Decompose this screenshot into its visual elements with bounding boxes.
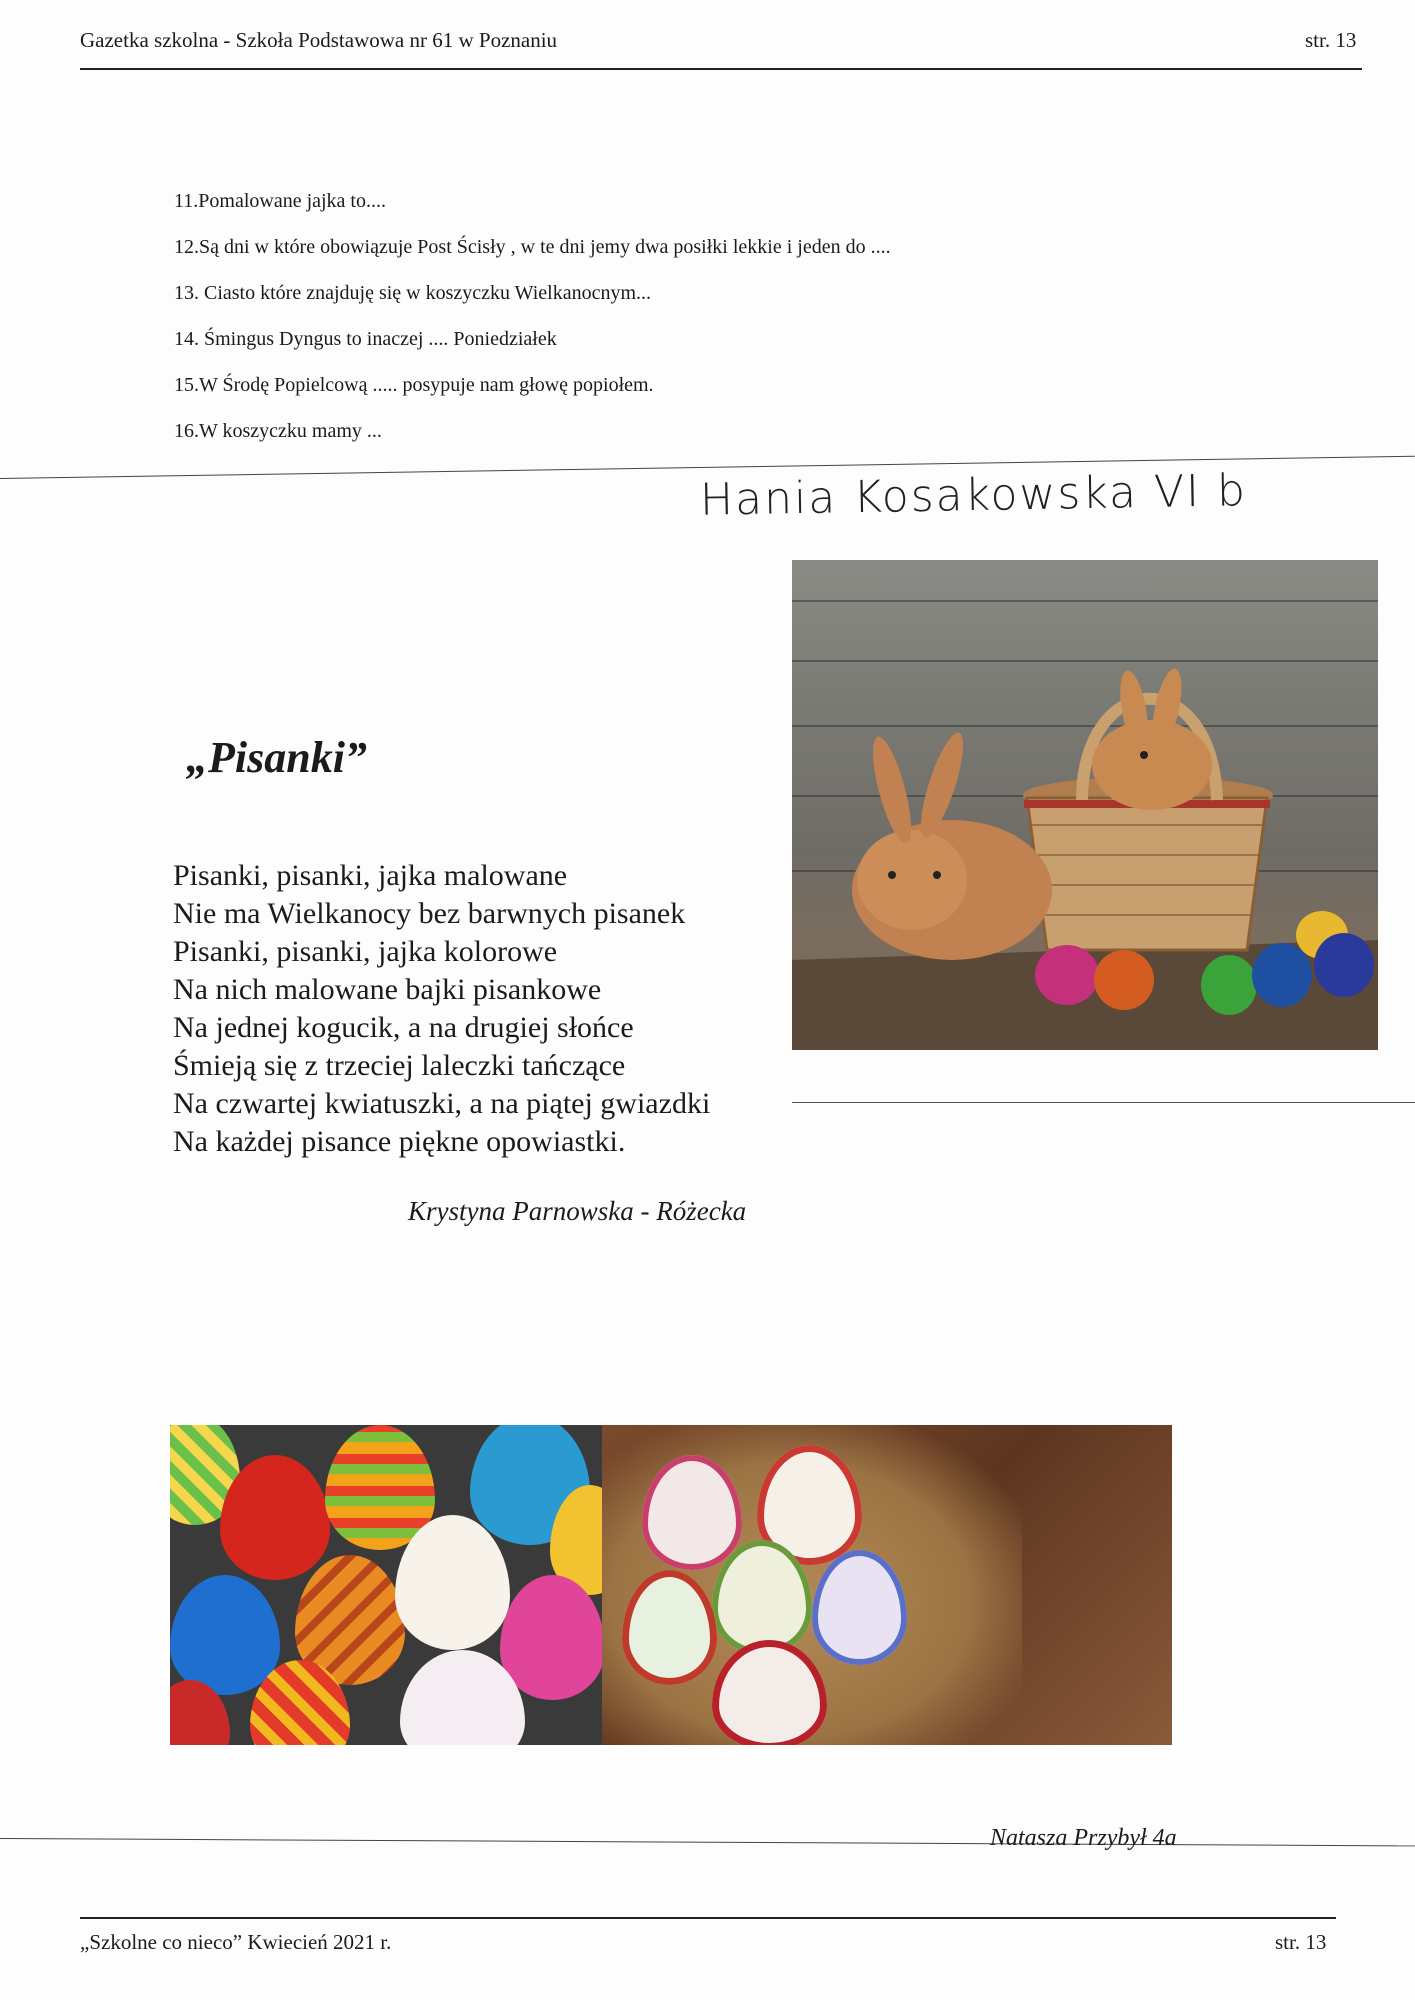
handwritten-signature: Hania Kosakowska VI b — [699, 465, 1248, 526]
poem-line: Na każdej pisance piękne opowiastki. — [173, 1125, 626, 1158]
newsletter-header-title: Gazetka szkolna - Szkoła Podstawowa nr 61 w Poznaniu — [80, 28, 558, 52]
header-rule — [80, 68, 1362, 70]
eggs-in-nest-photo — [602, 1425, 1172, 1745]
header-page-number: str. 13 — [1305, 28, 1357, 52]
photo-credit: Natasza Przybył 4a — [990, 1825, 1177, 1851]
quiz-item: 13. Ciasto które znajduję się w koszyczku Wielkanocnym... — [174, 282, 652, 304]
paste-edge-line — [792, 1102, 1415, 1103]
easter-bunnies-photo — [792, 560, 1378, 1050]
quiz-item: 16.W koszyczku mamy ... — [174, 420, 382, 442]
poem-line: Śmieją się z trzeciej laleczki tańczące — [173, 1049, 626, 1082]
quiz-item: 15.W Środę Popielcową ..... posypuje nam głowę popiołem. — [174, 374, 654, 396]
quiz-item: 11.Pomalowane jajka to.... — [174, 190, 386, 212]
painted-eggs-photo — [170, 1425, 602, 1745]
poem-line: Na nich malowane bajki pisankowe — [173, 973, 602, 1006]
poem-line: Pisanki, pisanki, jajka kolorowe — [173, 935, 558, 968]
quiz-item: 14. Śmingus Dyngus to inaczej .... Poniedziałek — [174, 328, 557, 350]
footer-rule — [80, 1917, 1336, 1919]
poem-text — [173, 857, 710, 1161]
paste-edge-line — [0, 1838, 1415, 1846]
poem-line: Na jednej kogucik, a na drugiej słońce — [173, 1011, 634, 1044]
poem-title: „Pisanki” — [186, 733, 367, 782]
bunny-basket-illustration — [792, 560, 1378, 1050]
poem-line: Pisanki, pisanki, jajka malowane — [173, 859, 568, 892]
quiz-item: 12.Są dni w które obowiązuje Post Ścisły , w te dni jemy dwa posiłki lekkie i jeden do .... — [174, 236, 891, 258]
footer-page-number: str. 13 — [1275, 1930, 1327, 1954]
poem-author: Krystyna Parnowska - Różecka — [408, 1196, 747, 1226]
quiz-questions — [174, 178, 891, 454]
footer-issue: „Szkolne co nieco” Kwiecień 2021 r. — [80, 1930, 392, 1954]
poem-line: Na czwartej kwiatuszki, a na piątej gwiazdki — [173, 1087, 711, 1120]
poem-line: Nie ma Wielkanocy bez barwnych pisanek — [173, 897, 686, 930]
